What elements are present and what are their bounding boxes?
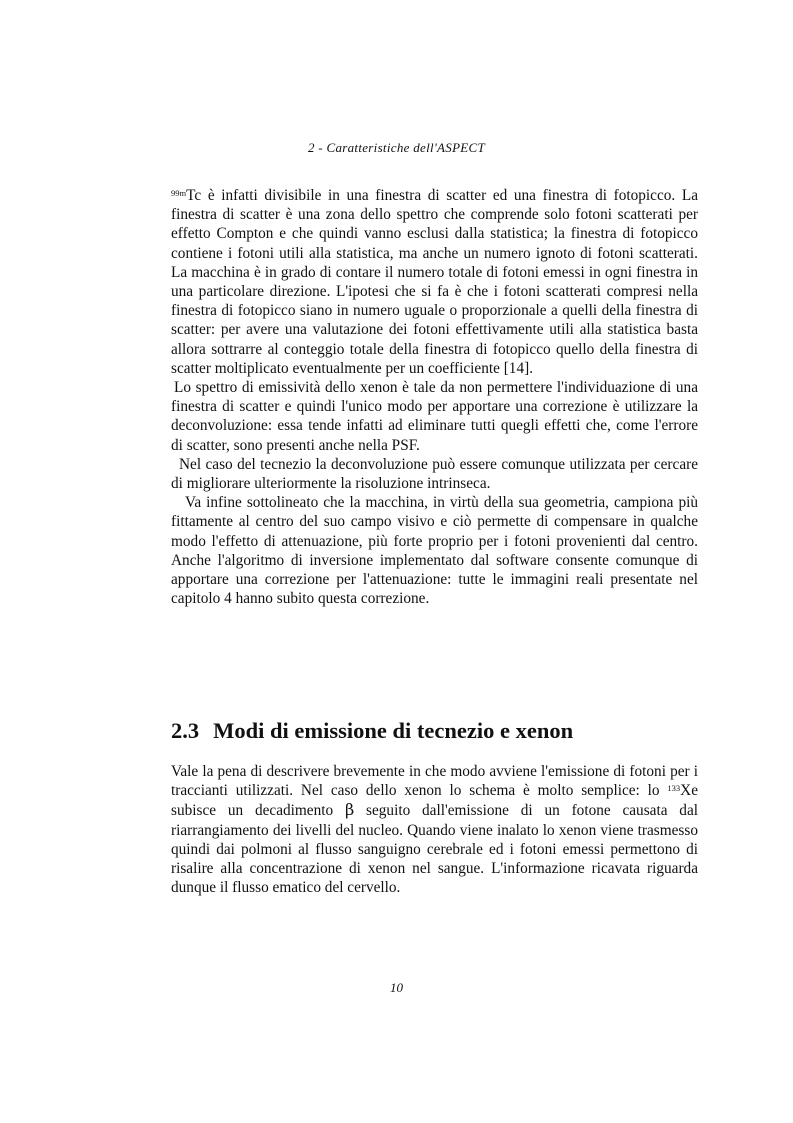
paragraph-text-part3: seguito dall'emissione di un fotone causata dal riarrangiamento dei livelli del nucleo. Quando viene inalato lo xenon viene trasmesso quindi dai polmoni al flusso sanguigno cerebrale ed i fotoni emessi permettono di risalire alla concentrazione di xenon nel sangue. L'informazione ricavata riguarda dunque il flusso ematico del cervello. [171,802,698,897]
isotope-mass-superscript: 99m [171,188,187,198]
paragraph-xenon-spectrum: Lo spettro di emissività dello xenon è tale da non permettere l'individuazione di una finestra di scatter e quindi l'unico modo per apportare una correzione è utilizzare la deconvoluzione: essa tende infatti ad eliminare tutti quegli effetti che, come l'errore di scatter, sono presenti anche nella PSF. [171,379,698,454]
running-header: 2 - Caratteristiche dell'ASPECT [307,140,486,155]
isotope-mass-superscript: 133 [667,783,681,794]
section-number: 2.3 [171,718,200,743]
paragraph-text-part1: Vale la pena di descrivere brevemente in che modo avviene l'emissione di fotoni per i traccianti utilizzati. Nel caso dello xenon lo schema è molto semplice: lo [171,763,698,800]
paragraph-emission-modes [171,762,698,897]
body-text-top [171,186,698,608]
section-title: Modi di emissione di tecnezio e xenon [213,718,574,743]
paragraph-attenuation: Va infine sottolineato che la macchina, in virtù della sua geometria, campiona più fittamente al centro del suo campo visivo e ciò permette di compensare in qualche modo l'effetto di attenuazione, più forte proprio per i fotoni provenienti dal centro. Anche l'algoritmo di inversione implementato dal software consente comunque di apportare una correzione per l'attenuazione: tutte le immagini reali presentate nel capitolo 4 hanno subito questa correzione. [171,494,698,608]
paragraph-technetium-deconvolution: Nel caso del tecnezio la deconvoluzione può essere comunque utilizzata per cercare di migliorare ulteriormente la risoluzione intrinseca. [171,455,698,493]
paragraph-text: è infatti divisibile in una finestra di scatter ed una finestra di fotopicco. La finestra di scatter è una zona dello spettro che comprende solo fotoni scatterati per effetto Compton e che quindi vanno esclusi dalla statistica; la finestra di fotopicco contiene i fotoni utili alla statistica, ma anche un numero ignoto di fotoni scatterati. La macchina è in grado di contare il numero totale di fotoni emessi in ogni finestra in una particolare direzione. L'ipotesi che si fa è che i fotoni scatterati compresi nella finestra di fotopicco siano in numero uguale o proporzionale a quelli della finestra di scatter: per avere una valutazione dei fotoni effettivamente utili alla statistica basta allora sottrarre al conteggio totale della finestra di fotopicco quello della finestra di scatter moltiplicato eventualmente per un coefficiente [14]. [171,187,698,377]
isotope-symbol: Xe [680,782,698,800]
paragraph-text-part2: subisce un decadimento [171,802,345,820]
paragraph-scatter-window [171,186,698,378]
body-text-section [171,762,698,897]
beta-symbol: β [344,800,355,820]
section-heading [171,718,698,744]
page-number: 10 [390,980,403,995]
isotope-symbol: Tc [186,187,202,204]
